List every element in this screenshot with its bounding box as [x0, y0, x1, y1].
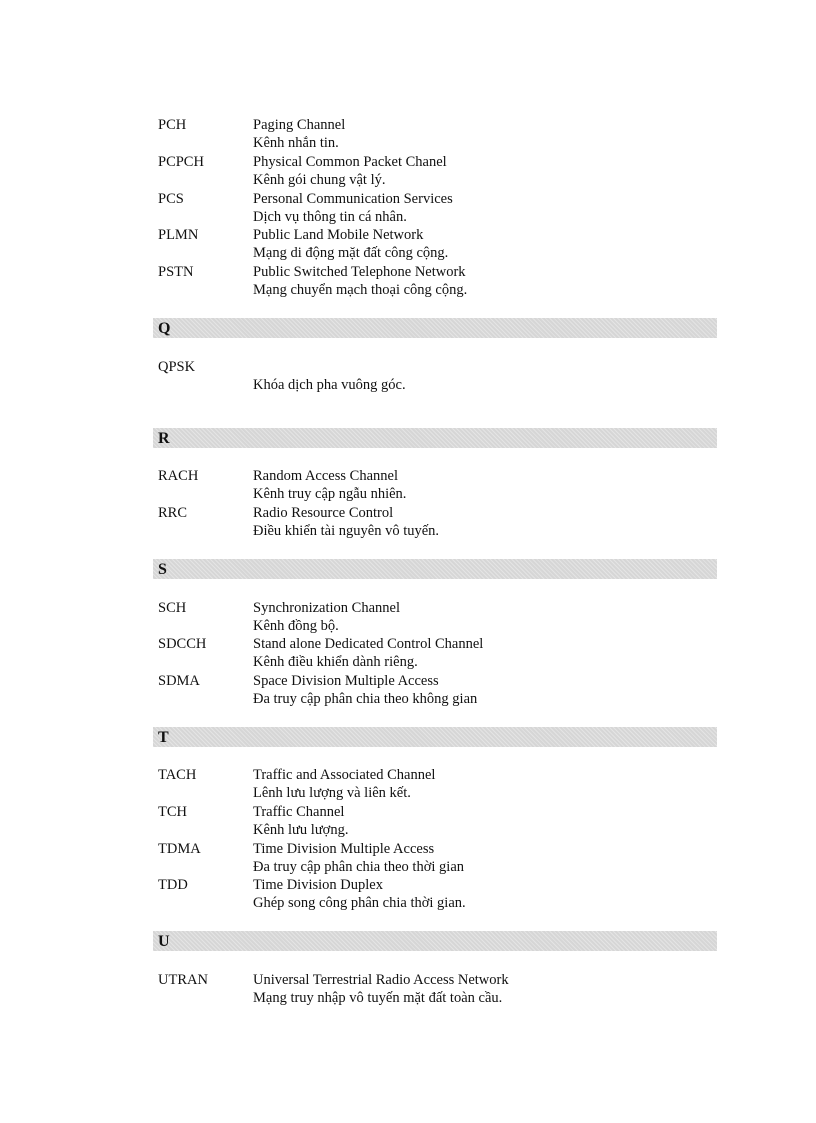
entry-vietnamese-term: Khóa dịch pha vuông góc. — [253, 377, 406, 393]
entry-vietnamese-term: Mạng chuyển mạch thoại công cộng. — [253, 282, 468, 298]
section-header-s — [153, 559, 717, 579]
entry-english-term: Traffic Channel — [253, 804, 345, 820]
entry-abbreviation: TCH — [158, 804, 187, 820]
entry-abbreviation: PCS — [158, 191, 184, 207]
section-header-q — [153, 318, 717, 338]
entry-abbreviation: TACH — [158, 767, 197, 783]
entry-abbreviation: PLMN — [158, 227, 199, 243]
entry-abbreviation: PCH — [158, 117, 187, 133]
section-letter: Q — [158, 320, 171, 337]
entry-abbreviation: PCPCH — [158, 154, 204, 170]
glossary-entry-tdd — [158, 876, 718, 913]
entry-vietnamese-term: Kênh đồng bộ. — [253, 618, 339, 634]
section-letter: S — [158, 561, 167, 578]
entry-abbreviation: RACH — [158, 468, 199, 484]
entry-vietnamese-term: Đa truy cập phân chia theo thời gian — [253, 859, 465, 875]
entry-vietnamese-term: Kênh nhắn tin. — [253, 135, 339, 151]
entry-vietnamese-term: Kênh lưu lượng. — [253, 822, 349, 838]
section-header-r — [153, 428, 717, 448]
section-letter: U — [158, 933, 170, 950]
entry-vietnamese-term: Lênh lưu lượng và liên kết. — [253, 785, 411, 801]
glossary-entry-utran — [158, 971, 718, 1008]
entry-vietnamese-term: Dịch vụ thông tin cá nhân. — [253, 209, 407, 225]
entry-abbreviation: QPSK — [158, 359, 196, 375]
entry-abbreviation: TDD — [158, 877, 188, 893]
entry-abbreviation: UTRAN — [158, 972, 208, 988]
entry-english-term: Public Land Mobile Network — [253, 227, 424, 243]
section-letter: R — [158, 430, 170, 447]
entry-english-term: Universal Terrestrial Radio Access Network — [253, 972, 509, 988]
entry-vietnamese-term: Mạng di động mặt đất công cộng. — [253, 245, 449, 261]
glossary-entry-pstn — [158, 263, 718, 300]
entry-english-term: Radio Resource Control — [253, 505, 394, 521]
entry-english-term: Synchronization Channel — [253, 600, 400, 616]
glossary-entry-tach — [158, 766, 718, 803]
entry-abbreviation: SDMA — [158, 673, 200, 689]
glossary-entry-sdcch — [158, 635, 718, 672]
section-letter: T — [158, 729, 169, 746]
entry-english-term: Physical Common Packet Chanel — [253, 154, 447, 170]
entry-abbreviation: SDCCH — [158, 636, 207, 652]
entry-abbreviation: PSTN — [158, 264, 194, 280]
glossary-entry-pcpch — [158, 153, 718, 190]
entry-vietnamese-term: Điều khiển tài nguyên vô tuyến. — [253, 523, 440, 539]
glossary-entry-sdma — [158, 672, 718, 709]
entry-english-term: Paging Channel — [253, 117, 346, 133]
entry-vietnamese-term: Mạng truy nhập vô tuyến mặt đất toàn cầu. — [253, 990, 503, 1006]
glossary-entry-sch — [158, 599, 718, 636]
entry-english-term: Random Access Channel — [253, 468, 398, 484]
entry-english-term: Time Division Multiple Access — [253, 841, 435, 857]
glossary-entry-qpsk — [158, 358, 718, 395]
entry-vietnamese-term: Kênh truy cập ngẫu nhiên. — [253, 486, 407, 502]
entry-english-term: Personal Communication Services — [253, 191, 453, 207]
glossary-entry-pcs — [158, 190, 718, 227]
entry-english-term: Time Division Duplex — [253, 877, 383, 893]
entry-english-term: Space Division Multiple Access — [253, 673, 439, 689]
entry-vietnamese-term: Kênh gói chung vật lý. — [253, 172, 386, 188]
glossary-entry-rach — [158, 467, 718, 504]
entry-vietnamese-term: Đa truy cập phân chia theo không gian — [253, 691, 478, 707]
entry-english-term: Stand alone Dedicated Control Channel — [253, 636, 484, 652]
glossary-entry-tch — [158, 803, 718, 840]
entry-abbreviation: SCH — [158, 600, 187, 616]
entry-vietnamese-term: Kênh điều khiển dành riêng. — [253, 654, 418, 670]
section-header-t — [153, 727, 717, 747]
entry-abbreviation: TDMA — [158, 841, 201, 857]
glossary-entry-tdma — [158, 840, 718, 877]
glossary-entry-plmn — [158, 226, 718, 263]
glossary-entry-pch — [158, 116, 718, 153]
entry-english-term: Public Switched Telephone Network — [253, 264, 466, 280]
entry-abbreviation: RRC — [158, 505, 188, 521]
section-header-u — [153, 931, 717, 951]
glossary-entry-rrc — [158, 504, 718, 541]
entry-vietnamese-term: Ghép song công phân chia thời gian. — [253, 895, 466, 911]
entry-english-term: Traffic and Associated Channel — [253, 767, 436, 783]
